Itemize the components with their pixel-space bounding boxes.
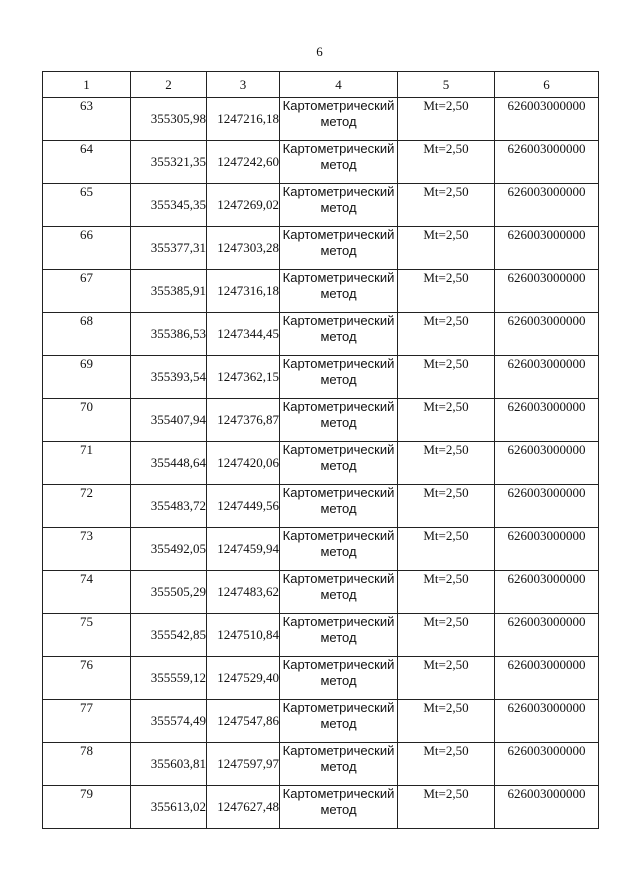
point-number: 73 [43, 528, 131, 571]
accuracy-value: Mt=2,50 [398, 485, 495, 528]
x-coordinate: 355305,98 [131, 98, 207, 141]
point-number: 69 [43, 356, 131, 399]
coordinates-table [42, 71, 599, 829]
cadastral-code: 626003000000 [495, 356, 599, 399]
accuracy-value: Mt=2,50 [398, 571, 495, 614]
table-row [43, 270, 599, 313]
x-coordinate: 355321,35 [131, 141, 207, 184]
cadastral-code: 626003000000 [495, 270, 599, 313]
accuracy-value: Mt=2,50 [398, 614, 495, 657]
y-coordinate: 1247316,18 [207, 270, 280, 313]
method-text: метод [320, 458, 357, 473]
accuracy-value: Mt=2,50 [398, 227, 495, 270]
method-text: Картометрический [282, 227, 395, 242]
table-row [43, 98, 599, 141]
method-cell [280, 528, 398, 571]
method-text: Картометрический [282, 485, 395, 500]
table-row [43, 442, 599, 485]
x-coordinate: 355393,54 [131, 356, 207, 399]
point-number: 68 [43, 313, 131, 356]
method-cell [280, 743, 398, 786]
cadastral-code: 626003000000 [495, 442, 599, 485]
accuracy-value: Mt=2,50 [398, 700, 495, 743]
y-coordinate: 1247510,84 [207, 614, 280, 657]
cadastral-code: 626003000000 [495, 313, 599, 356]
method-text: метод [320, 544, 357, 559]
table-row [43, 227, 599, 270]
method-text: Картометрический [282, 571, 395, 586]
cadastral-code: 626003000000 [495, 98, 599, 141]
method-cell [280, 313, 398, 356]
accuracy-value: Mt=2,50 [398, 399, 495, 442]
accuracy-value: Mt=2,50 [398, 743, 495, 786]
method-text: метод [320, 759, 357, 774]
method-text: Картометрический [282, 442, 395, 457]
method-text: метод [320, 157, 357, 172]
point-number: 76 [43, 657, 131, 700]
table-row [43, 313, 599, 356]
y-coordinate: 1247483,62 [207, 571, 280, 614]
y-coordinate: 1247376,87 [207, 399, 280, 442]
method-text: метод [320, 114, 357, 129]
table-row [43, 184, 599, 227]
accuracy-value: Mt=2,50 [398, 786, 495, 829]
method-cell [280, 270, 398, 313]
method-text: Картометрический [282, 98, 395, 113]
point-number: 75 [43, 614, 131, 657]
x-coordinate: 355542,85 [131, 614, 207, 657]
x-coordinate: 355345,35 [131, 184, 207, 227]
table-body [43, 98, 599, 829]
cadastral-code: 626003000000 [495, 399, 599, 442]
method-text: Картометрический [282, 184, 395, 199]
x-coordinate: 355603,81 [131, 743, 207, 786]
method-text: метод [320, 329, 357, 344]
y-coordinate: 1247344,45 [207, 313, 280, 356]
point-number: 70 [43, 399, 131, 442]
method-text: Картометрический [282, 786, 395, 801]
column-header: 1 [43, 72, 131, 98]
accuracy-value: Mt=2,50 [398, 442, 495, 485]
method-text: Картометрический [282, 399, 395, 414]
table-row [43, 485, 599, 528]
y-coordinate: 1247459,94 [207, 528, 280, 571]
point-number: 72 [43, 485, 131, 528]
y-coordinate: 1247547,86 [207, 700, 280, 743]
cadastral-code: 626003000000 [495, 571, 599, 614]
accuracy-value: Mt=2,50 [398, 141, 495, 184]
x-coordinate: 355574,49 [131, 700, 207, 743]
method-text: Картометрический [282, 614, 395, 629]
column-header: 2 [131, 72, 207, 98]
y-coordinate: 1247449,56 [207, 485, 280, 528]
method-cell [280, 98, 398, 141]
method-cell [280, 485, 398, 528]
cadastral-code: 626003000000 [495, 657, 599, 700]
accuracy-value: Mt=2,50 [398, 313, 495, 356]
method-text: Картометрический [282, 528, 395, 543]
table-row [43, 786, 599, 829]
accuracy-value: Mt=2,50 [398, 657, 495, 700]
x-coordinate: 355613,02 [131, 786, 207, 829]
method-text: Картометрический [282, 356, 395, 371]
x-coordinate: 355505,29 [131, 571, 207, 614]
x-coordinate: 355407,94 [131, 399, 207, 442]
method-text: метод [320, 286, 357, 301]
point-number: 78 [43, 743, 131, 786]
cadastral-code: 626003000000 [495, 485, 599, 528]
method-cell [280, 356, 398, 399]
method-cell [280, 227, 398, 270]
cadastral-code: 626003000000 [495, 141, 599, 184]
method-text: метод [320, 673, 357, 688]
point-number: 66 [43, 227, 131, 270]
column-header: 5 [398, 72, 495, 98]
method-cell [280, 571, 398, 614]
method-text: Картометрический [282, 657, 395, 672]
method-text: Картометрический [282, 700, 395, 715]
x-coordinate: 355386,53 [131, 313, 207, 356]
method-text: Картометрический [282, 313, 395, 328]
x-coordinate: 355483,72 [131, 485, 207, 528]
page-number: 6 [316, 44, 323, 59]
method-text: метод [320, 630, 357, 645]
y-coordinate: 1247216,18 [207, 98, 280, 141]
method-cell [280, 614, 398, 657]
method-text: метод [320, 802, 357, 817]
table-row [43, 571, 599, 614]
cadastral-code: 626003000000 [495, 614, 599, 657]
y-coordinate: 1247627,48 [207, 786, 280, 829]
method-cell [280, 141, 398, 184]
cadastral-code: 626003000000 [495, 786, 599, 829]
table-header [43, 72, 599, 98]
column-header: 3 [207, 72, 280, 98]
method-text: метод [320, 587, 357, 602]
method-cell [280, 786, 398, 829]
column-header: 4 [280, 72, 398, 98]
method-cell [280, 442, 398, 485]
accuracy-value: Mt=2,50 [398, 528, 495, 571]
cadastral-code: 626003000000 [495, 227, 599, 270]
x-coordinate: 355377,31 [131, 227, 207, 270]
table-row [43, 528, 599, 571]
table-row [43, 657, 599, 700]
accuracy-value: Mt=2,50 [398, 270, 495, 313]
cadastral-code: 626003000000 [495, 743, 599, 786]
method-cell [280, 657, 398, 700]
method-text: метод [320, 716, 357, 731]
accuracy-value: Mt=2,50 [398, 356, 495, 399]
x-coordinate: 355492,05 [131, 528, 207, 571]
x-coordinate: 355559,12 [131, 657, 207, 700]
point-number: 79 [43, 786, 131, 829]
method-text: Картометрический [282, 743, 395, 758]
y-coordinate: 1247269,02 [207, 184, 280, 227]
method-text: метод [320, 200, 357, 215]
cadastral-code: 626003000000 [495, 700, 599, 743]
y-coordinate: 1247420,06 [207, 442, 280, 485]
table-row [43, 700, 599, 743]
method-text: метод [320, 415, 357, 430]
accuracy-value: Mt=2,50 [398, 98, 495, 141]
method-text: метод [320, 243, 357, 258]
y-coordinate: 1247529,40 [207, 657, 280, 700]
y-coordinate: 1247242,60 [207, 141, 280, 184]
point-number: 63 [43, 98, 131, 141]
table-row [43, 743, 599, 786]
point-number: 67 [43, 270, 131, 313]
method-text: метод [320, 372, 357, 387]
column-header: 6 [495, 72, 599, 98]
method-text: Картометрический [282, 270, 395, 285]
point-number: 65 [43, 184, 131, 227]
y-coordinate: 1247303,28 [207, 227, 280, 270]
table-row [43, 141, 599, 184]
table-row [43, 356, 599, 399]
method-text: Картометрический [282, 141, 395, 156]
point-number: 77 [43, 700, 131, 743]
table-row [43, 614, 599, 657]
accuracy-value: Mt=2,50 [398, 184, 495, 227]
y-coordinate: 1247597,97 [207, 743, 280, 786]
method-cell [280, 399, 398, 442]
method-cell [280, 700, 398, 743]
x-coordinate: 355385,91 [131, 270, 207, 313]
y-coordinate: 1247362,15 [207, 356, 280, 399]
point-number: 64 [43, 141, 131, 184]
header-row [43, 72, 599, 98]
x-coordinate: 355448,64 [131, 442, 207, 485]
point-number: 74 [43, 571, 131, 614]
cadastral-code: 626003000000 [495, 184, 599, 227]
cadastral-code: 626003000000 [495, 528, 599, 571]
method-cell [280, 184, 398, 227]
table-row [43, 399, 599, 442]
point-number: 71 [43, 442, 131, 485]
method-text: метод [320, 501, 357, 516]
